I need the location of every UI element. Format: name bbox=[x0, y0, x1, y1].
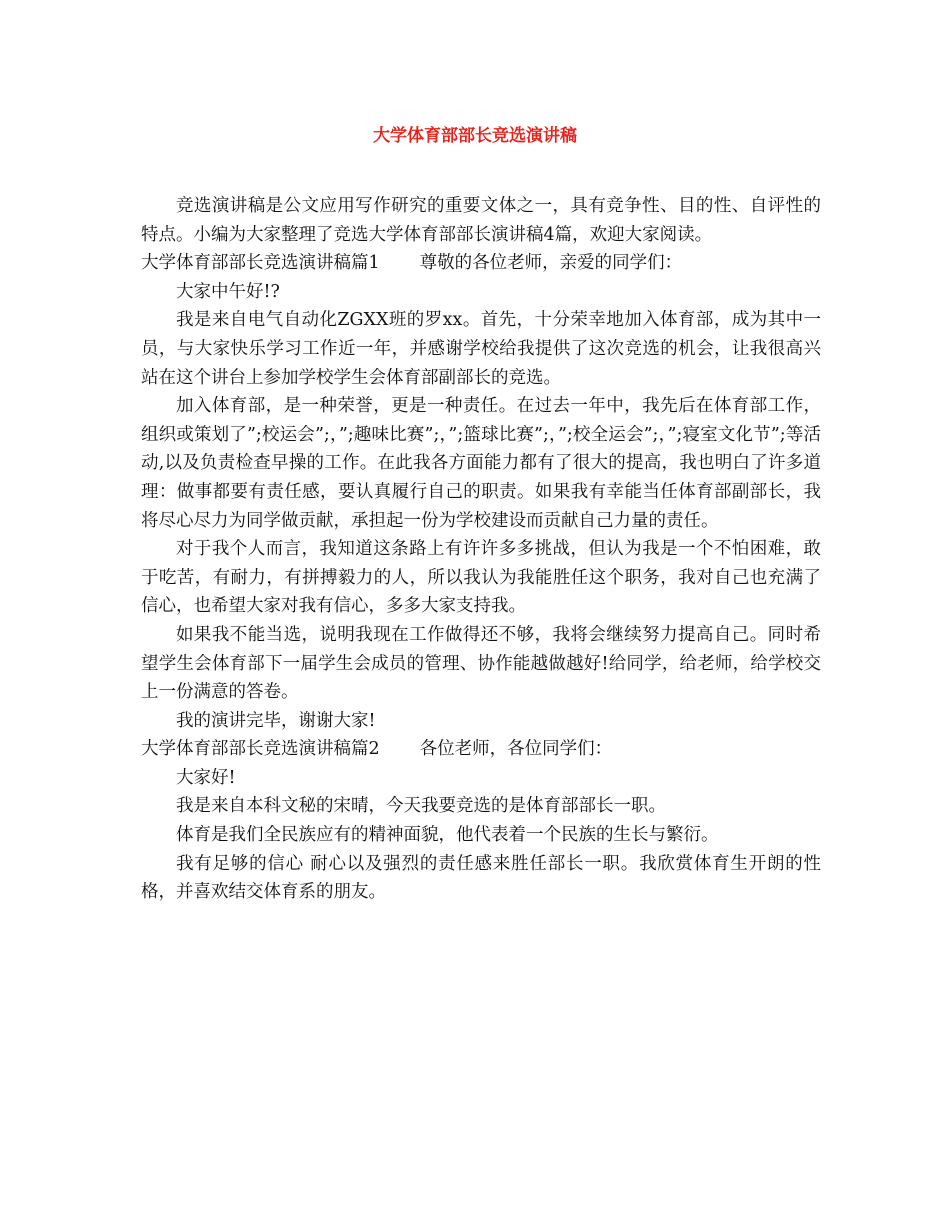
document-title: 大学体育部部长竞选演讲稿 bbox=[373, 126, 577, 146]
speech2-heading-line bbox=[141, 735, 821, 764]
speech1-paragraph: 对于我个人而言，我知道这条路上有许许多多挑战，但认为我是一个不怕困难，敢于吃苦，有耐力，有拼搏毅力的人，所以我认为我能胜任这个职务，我对自己也充满了信心，也希望大家对我有信心，多多大家支持我。 bbox=[141, 539, 821, 617]
speech2-paragraph: 我有足够的信心 耐心以及强烈的责任感来胜任部长一职。我欣赏体育生开朗的性格，并喜欢结交体育系的朋友。 bbox=[141, 853, 821, 903]
speech1-paragraph: 我是来自电气自动化ZGXX班的罗xx。首先，十分荣幸地加入体育部，成为其中一员，与大家快乐学习工作近一年，并感谢学校给我提供了这次竞选的机会，让我很高兴站在这个讲台上参加学校学生会体育部副部长的竞选。 bbox=[141, 310, 821, 388]
intro-paragraph: 竞选演讲稿是公文应用写作研究的重要文体之一，具有竞争性、目的性、自评性的特点。小编为大家整理了竞选大学体育部部长演讲稿4篇，欢迎大家阅读。 bbox=[141, 196, 821, 245]
speech2-salutation: 各位老师，各位同学们： bbox=[419, 739, 613, 760]
speech1-paragraph: 如果我不能当选，说明我现在工作做得还不够，我将会继续努力提高自己。同时希望学生会体育部下一届学生会成员的管理、协作能越做越好!给同学，给老师，给学校交上一份满意的答卷。 bbox=[141, 624, 821, 703]
speech1-paragraph: 我的演讲完毕，谢谢大家! bbox=[176, 710, 376, 731]
document-body bbox=[141, 192, 821, 907]
speech1-heading: 大学体育部部长竞选演讲稿篇1 bbox=[141, 253, 380, 274]
speech2-heading: 大学体育部部长竞选演讲稿篇2 bbox=[141, 739, 380, 760]
speech2-paragraph: 体育是我们全民族应有的精神面貌，他代表着一个民族的生长与繁衍。 bbox=[176, 825, 719, 846]
speech1-paragraph: 加入体育部，是一种荣誉，更是一种责任。在过去一年中，我先后在体育部工作，组织或策划了”;校运会”;，”;趣味比赛”;，”;篮球比赛”;，”;校全运会”;，”;寝室文化节”;等活动,以及负责检查早操的工作。在此我各方面能力都有了很大的提高，我也明白了许多道理：做事都要有责任感，要认真履行自己的职责。如果我有幸能当任体育部副部长，我将尽心尽力为同学做贡献，承担起一份为学校建设而贡献自己力量的责任。 bbox=[141, 396, 821, 531]
speech2-paragraph: 大家好! bbox=[176, 767, 236, 788]
speech1-paragraph: 大家中午好!? bbox=[176, 281, 280, 302]
speech2-paragraph: 我是来自本科文秘的宋晴，今天我要竞选的是体育部部长一职。 bbox=[176, 796, 666, 817]
speech1-heading-line bbox=[141, 249, 821, 278]
speech1-salutation: 尊敬的各位老师，亲爱的同学们： bbox=[419, 253, 683, 274]
